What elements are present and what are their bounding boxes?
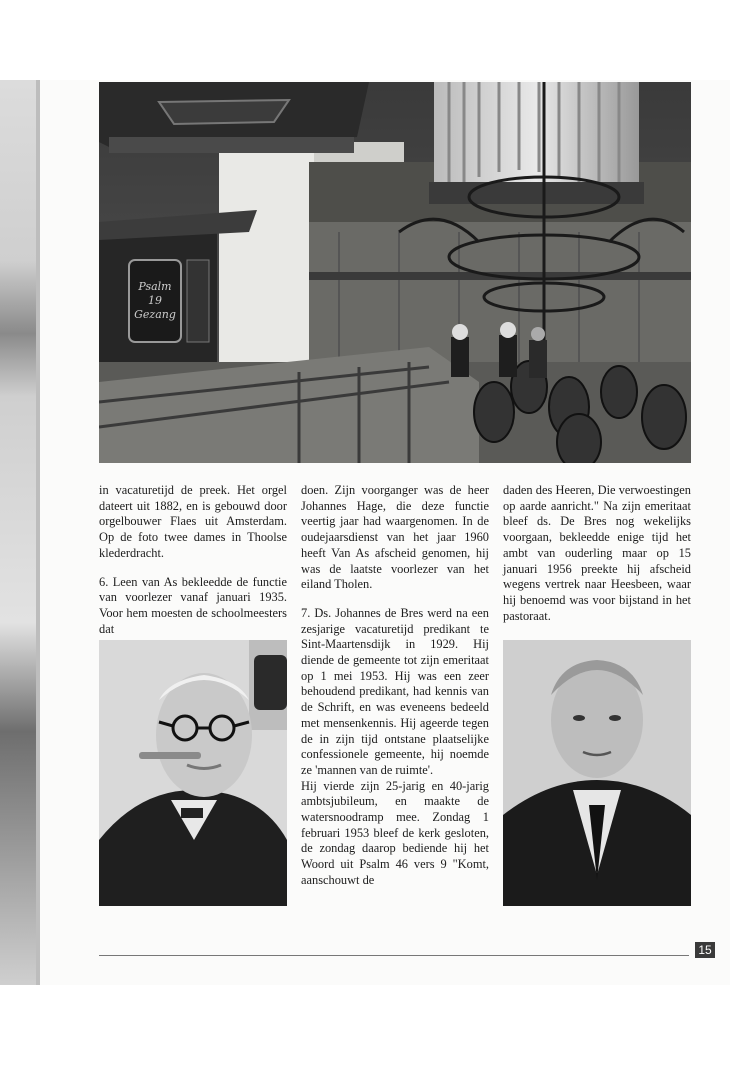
pulpit-inscription-3: Gezang xyxy=(134,308,176,321)
portrait-leen-van-as xyxy=(99,640,287,906)
page-number: 15 xyxy=(695,942,715,958)
paragraph: Hij vierde zijn 25-jarig en 40-jarig ambtsjubileum, en maakte de watersnoodramp mee. Zondag 1 februari 1953 bleef de kerk gesloten, de zondag daarop bediende hij het Woord uit Psalm 46 vers 9 "Komt, aanschouwt de xyxy=(301,778,489,887)
paragraph: doen. Zijn voorganger was de heer Johannes Hage, die deze functie veertig jaar had waargenomen. In de oudejaarsdienst van het jaar 1960 heeft Van As afscheid genomen, hij was de laatste voorlezer van het eiland Tholen. xyxy=(301,483,489,592)
paragraph-caption-6: 6. Leen van As bekleedde de functie van voorlezer vanaf januari 1935. Voor hem moesten de schoolmeesters dat xyxy=(99,574,287,636)
text-column-2 xyxy=(301,483,489,902)
paragraph-caption-7: 7. Ds. Johannes de Bres werd na een zesjarige vacaturetijd predikant te Sint-Maartensdijk in 1929. Hij diende de gemeente tot zijn emeritaat op 1 mei 1953. Hij was een zeer behoudend predikant, had kennis van de Schrift, en was eveneens bedeeld met mensenkennis. Hij ageerde tegen de in zijn tijd ontstane plaatselijke confessionele gemeente, hij noemde ze 'mannen van de ruimte'. xyxy=(301,605,489,777)
text-column-1 xyxy=(99,483,287,650)
portrait-johannes-de-bres xyxy=(503,640,691,906)
pulpit-inscription-1: Psalm xyxy=(138,280,172,293)
church-interior-photo xyxy=(99,82,691,463)
text-column-3 xyxy=(503,483,691,637)
paragraph: daden des Heeren, Die verwoestingen op aarde aanricht." Na zijn emeritaat bleef ds. De Bres nog wekelijks voorgaan, bekleedde enige tijd het ambt van ouderling maar op 15 januari 1956 preekte hij afscheid wegens vertrek naar Heesbeen, waar hij benoemd was voor bijstand in het pastoraat. xyxy=(503,483,691,623)
pulpit-inscription-2: 19 xyxy=(148,294,162,307)
previous-page-edge xyxy=(0,80,36,985)
footer-rule xyxy=(99,955,689,956)
paragraph: in vacaturetijd de preek. Het orgel dateert uit 1882, en is gebouwd door orgelbouwer Flaes uit Amsterdam. Op de foto twee dames in Thoolse klederdracht. xyxy=(99,483,287,560)
